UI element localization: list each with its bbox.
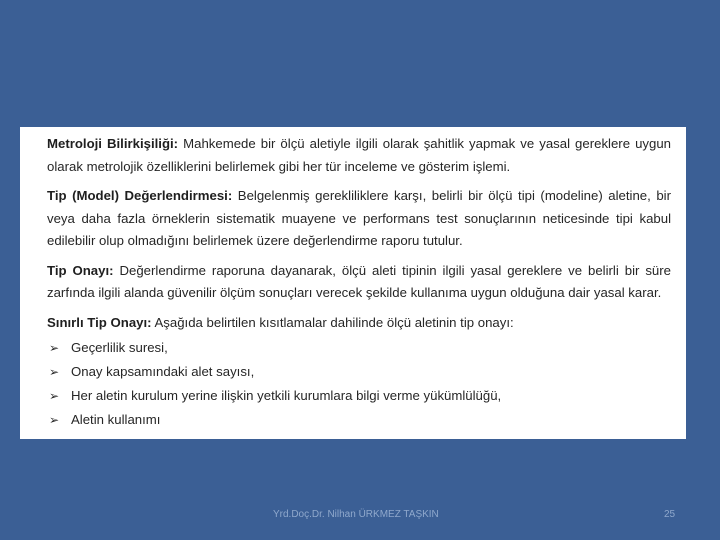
list-item-text: Onay kapsamındaki alet sayısı, [71,364,255,379]
definition-tip-model-degerlendirmesi [47,185,671,253]
definition-tip-onayi [47,260,671,305]
list-item [47,336,671,360]
list-item-text: Her aletin kurulum yerine ilişkin yetkili kurumlara bilgi verme yükümlülüğü, [71,388,502,403]
definition-term: Tip (Model) Değerlendirmesi: [47,188,233,203]
definition-metroloji-bilirkisiligi [47,133,671,178]
restriction-list [47,336,671,432]
definition-text: Değerlendirme raporuna dayanarak, ölçü aleti tipinin ilgili yasal gereklere ve belirli bir süre zarfında ilgili alanda güvenilir ölçüm sonuçları verecek şekilde kullanıma uygun olduğuna dair yasal karar. [47,262,671,300]
arrow-bullet-icon: ➢ [49,389,60,403]
arrow-bullet-icon: ➢ [49,365,60,379]
definition-text: Belgelenmiş gerekliliklere karşı, belirli bir ölçü tipi (modeline) aletine, bir veya daha fazla örneklerin sistematik muayene ve performans test sonuçlarının neticesinde tipi kabul edilebilir olup olmadığını belirlemek üzere değerlendirme raporu tutulur. [47,188,671,248]
definition-term: Sınırlı Tip Onayı: [47,314,152,330]
list-item-text: Aletin kullanımı [71,412,161,427]
definition-term: Metroloji Bilirkişiliği: [47,136,179,151]
arrow-bullet-icon: ➢ [49,341,60,355]
definition-term: Tip Onayı: [47,262,114,278]
arrow-bullet-icon: ➢ [49,413,60,427]
footer-author: Yrd.Doç.Dr. Nilhan ÜRKMEZ TAŞKIN [273,509,439,520]
document-panel [20,127,686,439]
definition-sinirli-tip-onayi [47,312,671,335]
list-item-text: Geçerlilik suresi, [71,340,168,355]
list-item [47,384,671,408]
definition-text: Mahkemede bir ölçü aletiyle ilgili olarak şahitlik yapmak ve yasal gereklere uygun olarak metrolojik özelliklerini belirlemek gibi her tür inceleme ve gösterim işlemi. [47,136,672,174]
definition-text: Aşağıda belirtilen kısıtlamalar dahilinde ölçü aletinin tip onayı: [154,314,514,330]
page-number: 25 [664,509,676,520]
list-item [47,408,671,432]
list-item [47,360,671,384]
